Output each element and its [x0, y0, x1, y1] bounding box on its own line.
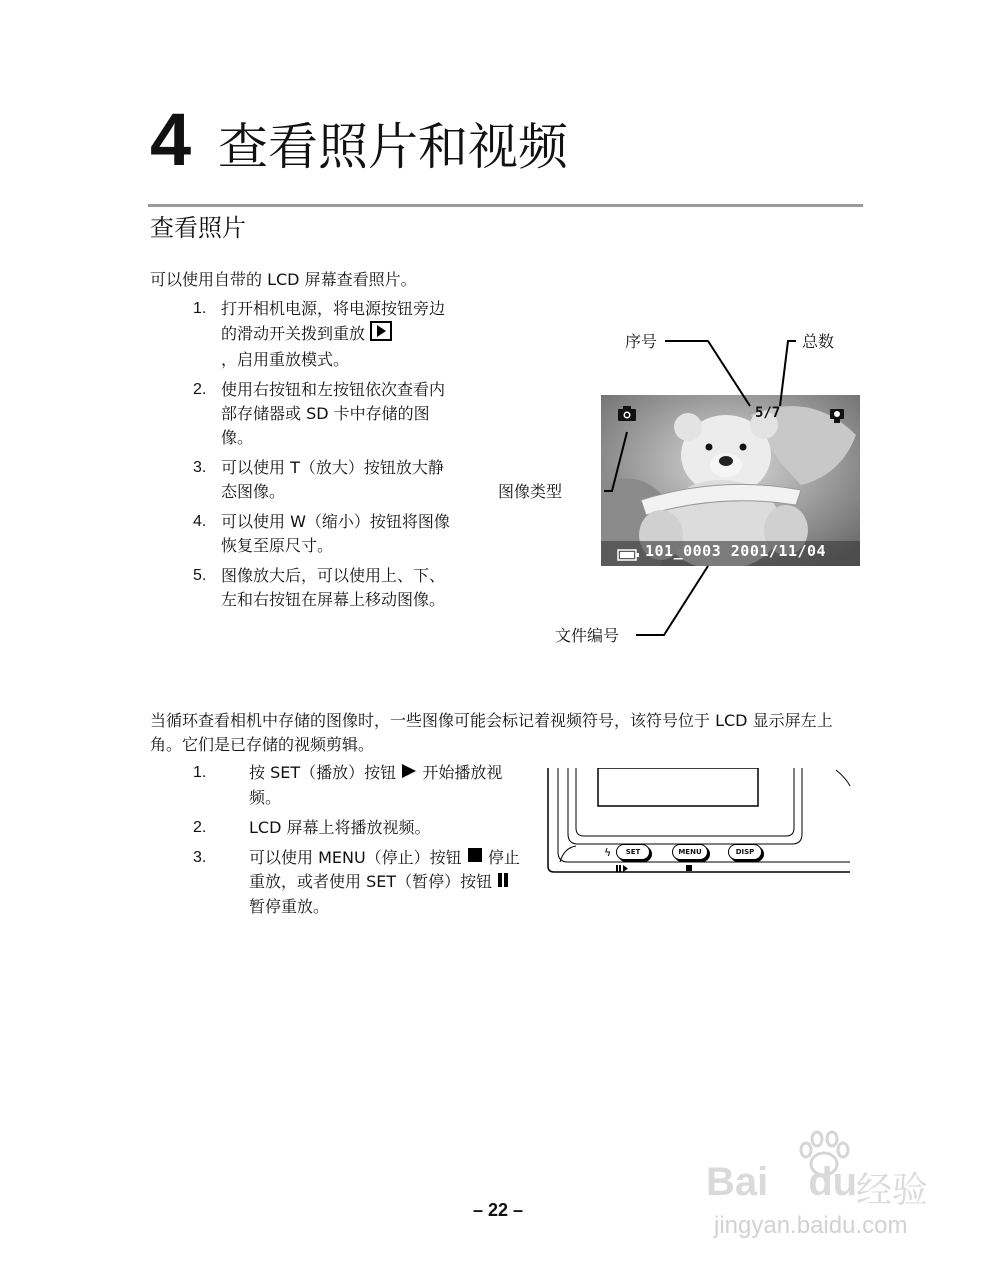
callout-total: 总数: [802, 332, 835, 351]
section-title: 查看照片: [150, 214, 246, 242]
watermark-url: jingyan.baidu.com: [714, 1212, 908, 1239]
stop-icon: [686, 865, 692, 871]
list-item: [193, 761, 523, 810]
step-number: 4.: [193, 513, 207, 530]
chapter-number: 4: [150, 98, 192, 181]
step-text: 图像放大后，可以使用上、下、左和右按钮在屏幕上移动图像。: [221, 566, 446, 609]
step-number: 2.: [193, 818, 207, 836]
intro-text: 可以使用自带的 LCD 屏幕查看照片。: [150, 270, 417, 289]
playback-mode-icon: [370, 321, 392, 348]
pause-icon: [497, 871, 509, 895]
step-text: 可以使用 MENU（停止）按钮: [249, 847, 462, 867]
step-number: 1.: [193, 764, 207, 781]
step-number: 5.: [193, 567, 207, 584]
video-steps-list: [193, 761, 523, 925]
disp-button[interactable]: DISP: [728, 844, 762, 860]
set-button[interactable]: SET: [616, 844, 650, 860]
page-number: – 22 –: [472, 1200, 524, 1220]
callout-serial: 序号: [625, 332, 658, 351]
list-item: [193, 297, 455, 372]
step-text: 使用右按钮和左按钮依次查看内部存储器或 SD 卡中存储的图像。: [221, 380, 446, 447]
watermark-cn: 经验: [856, 1170, 929, 1211]
step-text: 暂停重放。: [249, 896, 330, 916]
camera-back-diagram: [546, 768, 852, 880]
list-item: [193, 378, 455, 450]
file-info: 101_0003 2001/11/04: [645, 542, 827, 560]
watermark-brand: Bai: [706, 1160, 769, 1204]
flash-icon: ϟ: [604, 846, 612, 859]
stop-icon: [467, 846, 483, 870]
step-text: 可以使用 W（缩小）按钮将图像恢复至原尺寸。: [221, 512, 450, 555]
step-text: 按 SET（播放）按钮: [249, 763, 397, 782]
list-item: [193, 816, 523, 840]
watermark-brand2: du: [808, 1160, 858, 1204]
watermark: [706, 1130, 976, 1250]
list-item: [193, 510, 455, 558]
step-text: ，启用重放模式。: [221, 350, 350, 369]
step-text: 打开相机电源，将电源按钮旁边的滑动开关拨到重放: [221, 299, 446, 343]
callout-image-type: 图像类型: [498, 482, 563, 501]
photo-steps-list: [193, 297, 455, 618]
play-icon: [401, 762, 417, 786]
chapter-title: 查看照片和视频: [218, 118, 568, 176]
step-text: LCD 屏幕上将播放视频。: [249, 817, 431, 837]
pause-icon: [616, 865, 618, 872]
step-text: 停止重放，或者使用 SET（暂停）按钮: [249, 847, 520, 891]
step-number: 3.: [193, 459, 207, 476]
heading-rule: [148, 204, 863, 207]
play-icon: [623, 865, 628, 872]
step-number: 1.: [193, 300, 207, 317]
step-number: 2.: [193, 381, 207, 398]
step-text: 可以使用 T（放大）按钮放大静态图像。: [221, 458, 444, 501]
image-counter: 5/7: [755, 405, 781, 421]
step-text: 开始播放视频。: [249, 763, 503, 807]
list-item: [193, 564, 455, 612]
callout-file-number: 文件编号: [555, 626, 620, 645]
step-number: 3.: [193, 848, 207, 866]
list-item: [193, 456, 455, 504]
video-paragraph: 当循环查看相机中存储的图像时，一些图像可能会标记着视频符号，该符号位于 LCD 显示屏左上角。它们是已存储的视频剪辑。: [150, 711, 833, 754]
list-item: [193, 846, 523, 919]
menu-button[interactable]: MENU: [672, 844, 708, 860]
callout-lines: [560, 330, 860, 650]
